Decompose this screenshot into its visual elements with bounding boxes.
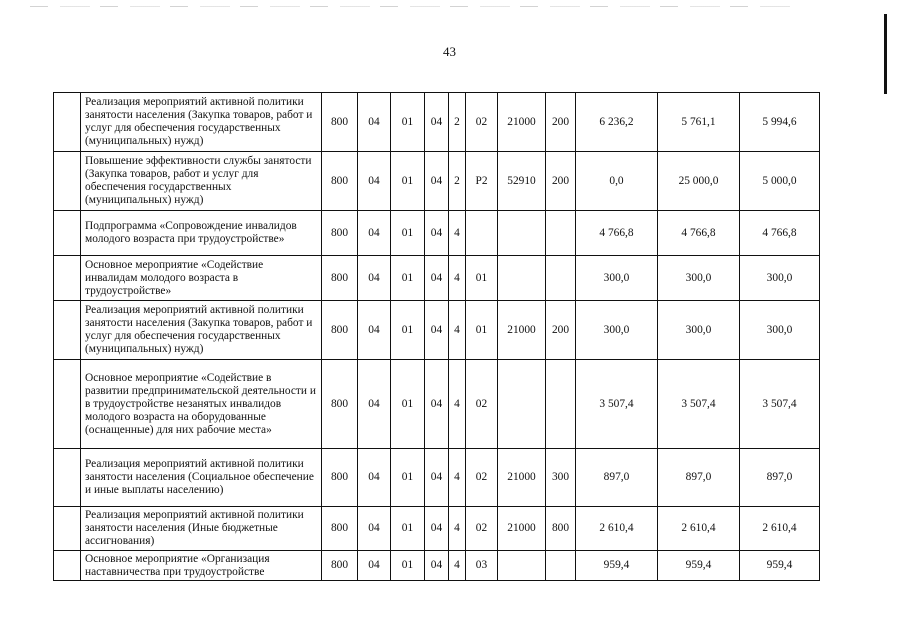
direction-cell <box>498 256 546 301</box>
table-row <box>54 301 820 360</box>
amount-year2-cell: 300,0 <box>658 301 740 360</box>
expense-type-cell: 800 <box>546 507 576 551</box>
subsection-cell: 01 <box>391 211 425 256</box>
scan-artifact-line <box>30 6 800 7</box>
activity-cell: 02 <box>466 449 498 507</box>
activity-cell: Р2 <box>466 152 498 211</box>
amount-year1-cell: 300,0 <box>576 301 658 360</box>
table-row <box>54 93 820 152</box>
row-number-cell <box>54 449 81 507</box>
section-cell: 04 <box>358 256 391 301</box>
subsection-cell: 01 <box>391 93 425 152</box>
subsection-cell: 01 <box>391 256 425 301</box>
amount-year3-cell: 897,0 <box>740 449 820 507</box>
program-cell: 04 <box>425 256 449 301</box>
table-body <box>54 93 820 581</box>
amount-year1-cell: 959,4 <box>576 551 658 581</box>
table-row <box>54 256 820 301</box>
program-cell: 04 <box>425 507 449 551</box>
section-cell: 04 <box>358 360 391 449</box>
section-cell: 04 <box>358 551 391 581</box>
table-row <box>54 360 820 449</box>
table-row <box>54 152 820 211</box>
activity-cell <box>466 211 498 256</box>
admin-code-cell: 800 <box>322 93 358 152</box>
activity-cell: 02 <box>466 93 498 152</box>
section-cell: 04 <box>358 93 391 152</box>
amount-year3-cell: 2 610,4 <box>740 507 820 551</box>
page-number: 43 <box>443 44 456 59</box>
activity-cell: 02 <box>466 507 498 551</box>
section-cell: 04 <box>358 301 391 360</box>
item-name-cell: Подпрограмма «Сопровождение инвалидов молодого возраста при трудоустройстве» <box>81 211 322 256</box>
amount-year3-cell: 3 507,4 <box>740 360 820 449</box>
admin-code-cell: 800 <box>322 551 358 581</box>
subprogram-cell: 4 <box>449 507 466 551</box>
subprogram-cell: 4 <box>449 449 466 507</box>
subprogram-cell: 4 <box>449 211 466 256</box>
subsection-cell: 01 <box>391 152 425 211</box>
expense-type-cell: 200 <box>546 93 576 152</box>
program-cell: 04 <box>425 211 449 256</box>
direction-cell <box>498 551 546 581</box>
admin-code-cell: 800 <box>322 507 358 551</box>
amount-year2-cell: 4 766,8 <box>658 211 740 256</box>
subprogram-cell: 4 <box>449 360 466 449</box>
amount-year2-cell: 959,4 <box>658 551 740 581</box>
expense-type-cell <box>546 360 576 449</box>
admin-code-cell: 800 <box>322 360 358 449</box>
direction-cell: 21000 <box>498 449 546 507</box>
direction-cell: 52910 <box>498 152 546 211</box>
item-name-cell: Реализация мероприятий активной политики занятости населения (Закупка товаров, работ и услуг для обеспечения государственных (муниципальных) нужд) <box>81 93 322 152</box>
section-cell: 04 <box>358 507 391 551</box>
admin-code-cell: 800 <box>322 152 358 211</box>
amount-year3-cell: 4 766,8 <box>740 211 820 256</box>
admin-code-cell: 800 <box>322 211 358 256</box>
amount-year1-cell: 3 507,4 <box>576 360 658 449</box>
subsection-cell: 01 <box>391 301 425 360</box>
table-row <box>54 211 820 256</box>
amount-year2-cell: 300,0 <box>658 256 740 301</box>
amount-year1-cell: 897,0 <box>576 449 658 507</box>
table-row <box>54 449 820 507</box>
amount-year1-cell: 2 610,4 <box>576 507 658 551</box>
item-name-cell: Основное мероприятие «Содействие инвалидам молодого возраста в трудоустройстве» <box>81 256 322 301</box>
subprogram-cell: 2 <box>449 152 466 211</box>
subprogram-cell: 2 <box>449 93 466 152</box>
activity-cell: 01 <box>466 301 498 360</box>
amount-year2-cell: 2 610,4 <box>658 507 740 551</box>
amount-year3-cell: 300,0 <box>740 301 820 360</box>
admin-code-cell: 800 <box>322 301 358 360</box>
program-cell: 04 <box>425 449 449 507</box>
direction-cell: 21000 <box>498 93 546 152</box>
item-name-cell: Реализация мероприятий активной политики занятости населения (Закупка товаров, работ и услуг для обеспечения государственных (муниципальных) нужд) <box>81 301 322 360</box>
table-row <box>54 551 820 581</box>
section-cell: 04 <box>358 449 391 507</box>
activity-cell: 03 <box>466 551 498 581</box>
item-name-cell: Реализация мероприятий активной политики занятости населения (Социальное обеспечение и иные выплаты населению) <box>81 449 322 507</box>
item-name-cell: Основное мероприятие «Содействие в развитии предпринимательской деятельности и в трудоустройстве незанятых инвалидов молодого возраста на оборудованные (оснащенные) для них рабочие места» <box>81 360 322 449</box>
section-cell: 04 <box>358 152 391 211</box>
expense-type-cell: 200 <box>546 301 576 360</box>
amount-year2-cell: 3 507,4 <box>658 360 740 449</box>
admin-code-cell: 800 <box>322 256 358 301</box>
direction-cell <box>498 360 546 449</box>
direction-cell: 21000 <box>498 301 546 360</box>
amount-year1-cell: 6 236,2 <box>576 93 658 152</box>
item-name-cell: Основное мероприятие «Организация наставничества при трудоустройстве <box>81 551 322 581</box>
item-name-cell: Реализация мероприятий активной политики занятости населения (Иные бюджетные ассигнования) <box>81 507 322 551</box>
program-cell: 04 <box>425 551 449 581</box>
table-row <box>54 507 820 551</box>
row-number-cell <box>54 93 81 152</box>
direction-cell: 21000 <box>498 507 546 551</box>
subprogram-cell: 4 <box>449 301 466 360</box>
amount-year3-cell: 5 000,0 <box>740 152 820 211</box>
amount-year3-cell: 5 994,6 <box>740 93 820 152</box>
row-number-cell <box>54 152 81 211</box>
row-number-cell <box>54 256 81 301</box>
subprogram-cell: 4 <box>449 551 466 581</box>
admin-code-cell: 800 <box>322 449 358 507</box>
section-cell: 04 <box>358 211 391 256</box>
amount-year2-cell: 25 000,0 <box>658 152 740 211</box>
activity-cell: 02 <box>466 360 498 449</box>
row-number-cell <box>54 301 81 360</box>
row-number-cell <box>54 507 81 551</box>
budget-table <box>53 92 820 581</box>
subprogram-cell: 4 <box>449 256 466 301</box>
amount-year1-cell: 300,0 <box>576 256 658 301</box>
subsection-cell: 01 <box>391 360 425 449</box>
row-number-cell <box>54 360 81 449</box>
activity-cell: 01 <box>466 256 498 301</box>
expense-type-cell <box>546 211 576 256</box>
subsection-cell: 01 <box>391 551 425 581</box>
expense-type-cell <box>546 256 576 301</box>
program-cell: 04 <box>425 152 449 211</box>
direction-cell <box>498 211 546 256</box>
program-cell: 04 <box>425 93 449 152</box>
subsection-cell: 01 <box>391 449 425 507</box>
amount-year2-cell: 897,0 <box>658 449 740 507</box>
amount-year1-cell: 4 766,8 <box>576 211 658 256</box>
program-cell: 04 <box>425 360 449 449</box>
amount-year2-cell: 5 761,1 <box>658 93 740 152</box>
amount-year3-cell: 300,0 <box>740 256 820 301</box>
amount-year3-cell: 959,4 <box>740 551 820 581</box>
amount-year1-cell: 0,0 <box>576 152 658 211</box>
row-number-cell <box>54 551 81 581</box>
subsection-cell: 01 <box>391 507 425 551</box>
expense-type-cell: 300 <box>546 449 576 507</box>
program-cell: 04 <box>425 301 449 360</box>
expense-type-cell: 200 <box>546 152 576 211</box>
row-number-cell <box>54 211 81 256</box>
item-name-cell: Повышение эффективности службы занятости (Закупка товаров, работ и услуг для обеспечения государственных (муниципальных) нужд) <box>81 152 322 211</box>
expense-type-cell <box>546 551 576 581</box>
